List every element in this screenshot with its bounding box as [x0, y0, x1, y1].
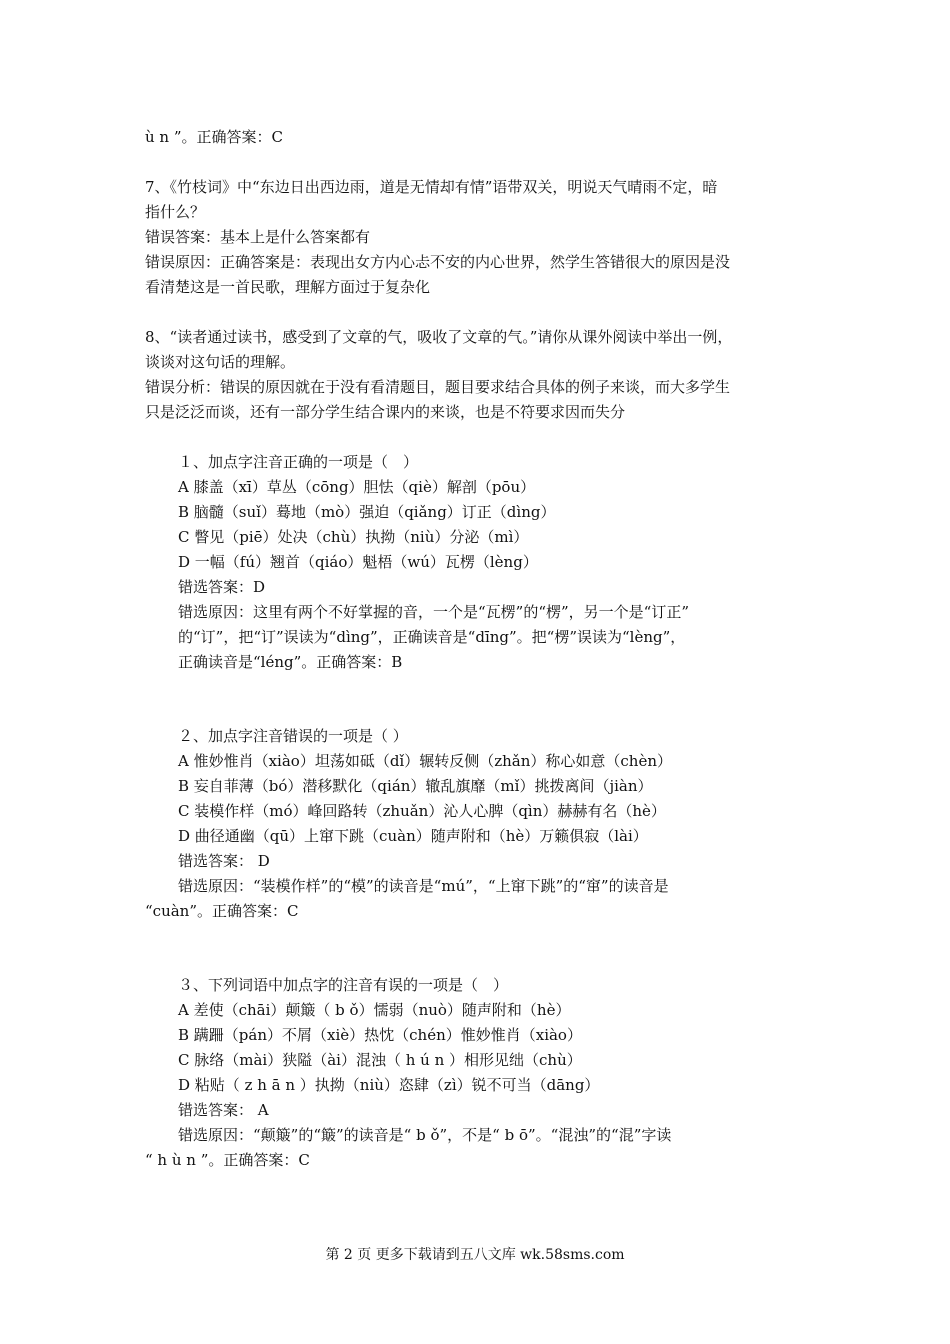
question-3: ３、下列词语中加点字的注音有误的一项是（ ）	[178, 976, 509, 994]
option-c: C 装模作样（mó）峰回路转（zhuǎn）沁人心脾（qìn）赫赫有名（hè）	[178, 802, 666, 820]
option-a: A 差使（chāi）颠簸（ b ǒ）懦弱（nuò）随声附和（hè）	[178, 1001, 571, 1019]
text-line: 错误分析：错误的原因就在于没有看清题目，题目要求结合具体的例子来谈，而大多学生	[145, 378, 731, 396]
text-line: 看清楚这是一首民歌，理解方面过于复杂化	[145, 278, 431, 296]
wrong-reason: 错选原因：“颠簸”的“簸”的读音是“ b ǒ”，不是“ b ō”。“混浊”的“混”字读	[178, 1126, 672, 1144]
text-line: 错误答案：基本上是什么答案都有	[145, 228, 371, 246]
text-line: 正确读音是“léng”。正确答案：B	[178, 653, 403, 671]
text-line: 错误原因：正确答案是：表现出女方内心忐不安的内心世界，然学生答错很大的原因是没	[145, 253, 731, 271]
wrong-answer: 错选答案：D	[178, 578, 266, 596]
text-line: 只是泛泛而谈，还有一部分学生结合课内的来谈，也是不符要求因而失分	[145, 403, 626, 421]
question-1: １、加点字注音正确的一项是（ ）	[178, 453, 419, 471]
option-c: C 脉络（mài）狭隘（ài）混浊（ h ú n ）相形见绌（chù）	[178, 1051, 582, 1069]
text-line: “ h ù n ”。正确答案：C	[145, 1151, 310, 1169]
wrong-answer: 错选答案： D	[178, 852, 270, 870]
text-line: “cuàn”。正确答案：C	[145, 902, 299, 920]
text-line: 的“订”，把“订”误读为“dìng”，正确读音是“dīng”。把“楞”误读为“lèng”，	[178, 628, 686, 646]
option-b: B 脑髓（suǐ）蓦地（mò）强迫（qiǎng）订正（dìng）	[178, 503, 556, 521]
question-2: ２、加点字注音错误的一项是（ ）	[178, 727, 408, 745]
wrong-reason: 错选原因：这里有两个不好掌握的音，一个是“瓦楞”的“楞”，另一个是“订正”	[178, 603, 690, 621]
wrong-answer: 错选答案： A	[178, 1101, 269, 1119]
option-c: C 瞥见（piē）处决（chù）执拗（niù）分泌（mì）	[178, 528, 529, 546]
option-b: B 蹒跚（pán）不屑（xiè）热忱（chén）惟妙惟肖（xiào）	[178, 1026, 582, 1044]
option-d: D 一幅（fú）翘首（qiáo）魁梧（wú）瓦楞（lèng）	[178, 553, 538, 571]
page-footer: 第 2 页 更多下载请到五八文库 wk.58sms.com	[325, 1247, 625, 1263]
option-a: A 惟妙惟肖（xiào）坦荡如砥（dǐ）辗转反侧（zhǎn）称心如意（chèn）	[178, 752, 672, 770]
text-line: 指什么？	[145, 203, 206, 221]
text-line: 谈谈对这句话的理解。	[145, 353, 296, 371]
option-d: D 曲径通幽（qū）上窜下跳（cuàn）随声附和（hè）万籁俱寂（lài）	[178, 827, 648, 845]
question-8: 8、“读者通过读书，感受到了文章的气，吸收了文章的气。”请你从课外阅读中举出一例，	[145, 328, 733, 346]
option-b: B 妄自菲薄（bó）潜移默化（qián）辙乱旗靡（mǐ）挑拨离间（jiàn）	[178, 777, 653, 795]
question-7: 7、《竹枝词》中“东边日出西边雨，道是无情却有情”语带双关，明说天气晴雨不定，暗	[145, 178, 718, 196]
option-a: A 膝盖（xī）草丛（cōng）胆怯（qiè）解剖（pōu）	[178, 478, 536, 496]
option-d: D 粘贴（ z h ā n ）执拗（niù）恣肆（zì）锐不可当（dāng）	[178, 1076, 600, 1094]
text-line: ù n ”。正确答案：C	[145, 128, 284, 146]
wrong-reason: 错选原因：“装模作样”的“模”的读音是“mú”，“上窜下跳”的“窜”的读音是	[178, 877, 669, 895]
